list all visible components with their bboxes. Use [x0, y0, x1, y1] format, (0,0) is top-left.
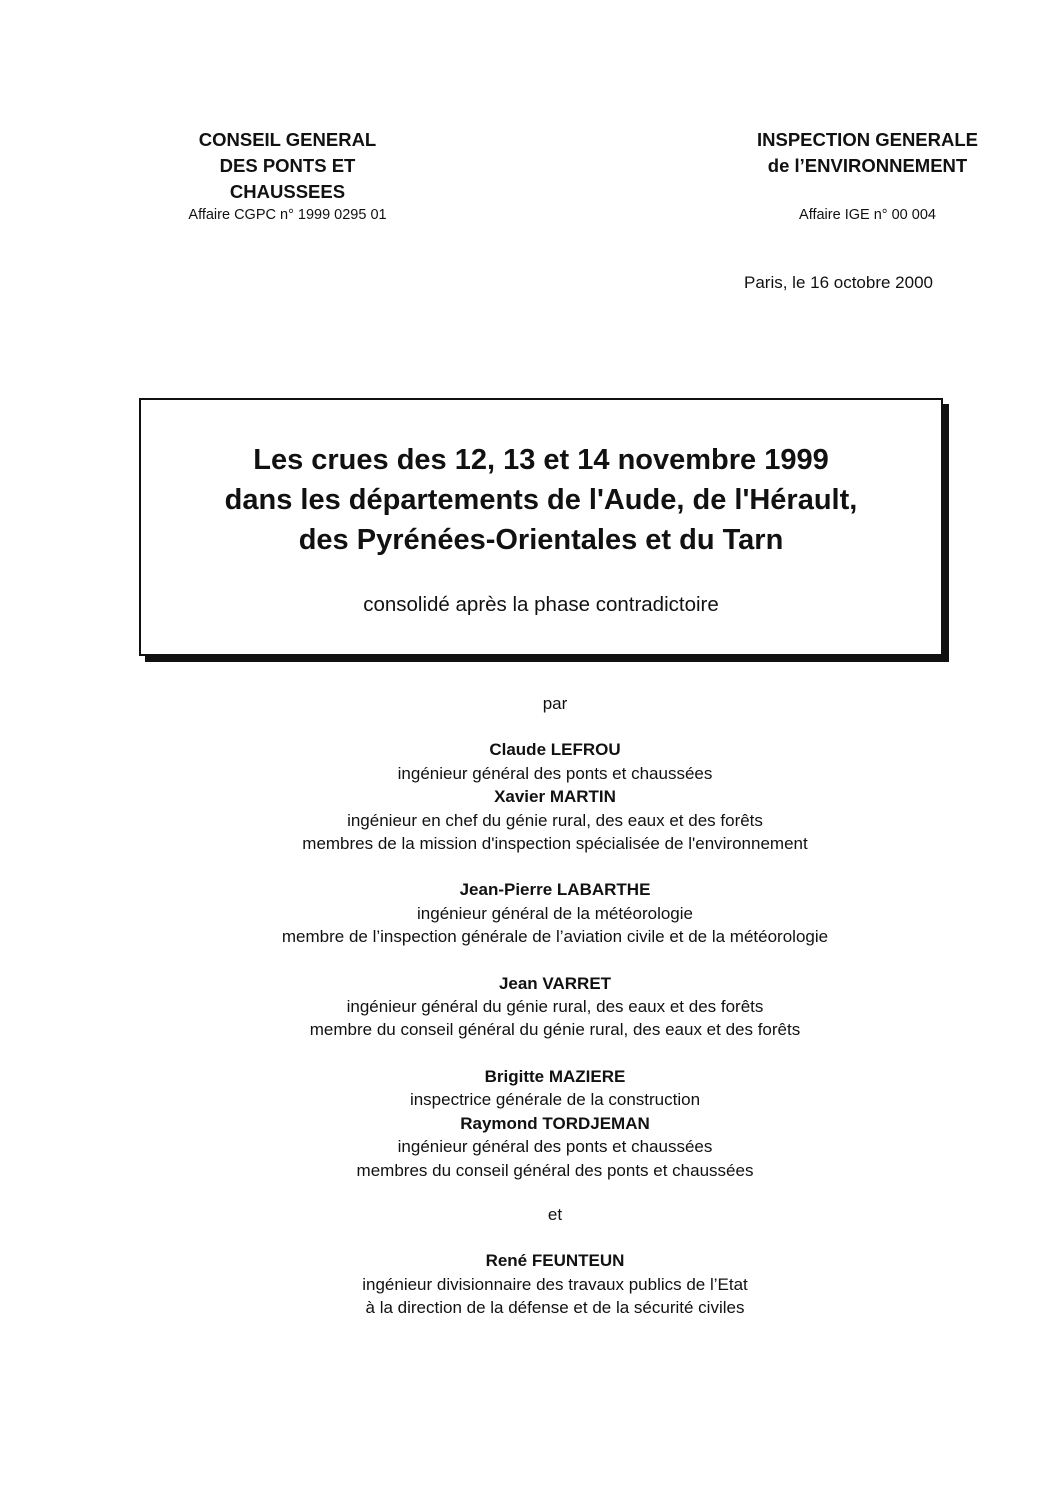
header-right — [730, 127, 1005, 225]
author-title: ingénieur général de la météorologie — [417, 903, 693, 923]
header-left — [150, 127, 425, 225]
date-line: Paris, le 16 octobre 2000 — [743, 273, 933, 292]
author-name: Jean VARRET — [498, 973, 612, 993]
author-title: ingénieur général des ponts et chaussées — [397, 763, 713, 783]
author-name: Brigitte MAZIERE — [484, 1066, 626, 1086]
author-name: Jean-Pierre LABARTHE — [459, 880, 651, 900]
group-membership: membres du conseil général des ponts et chaussées — [356, 1160, 754, 1180]
authors-list — [130, 692, 980, 1320]
author-name: Claude LEFROU — [489, 740, 621, 760]
author-title: inspectrice générale de la construction — [409, 1090, 701, 1110]
case-reference: Affaire CGPC n° 1999 0295 01 — [188, 207, 387, 223]
author-title: ingénieur en chef du génie rural, des eaux et des forêts — [347, 810, 763, 830]
author-name: Xavier MARTIN — [494, 787, 616, 807]
org-name-line: CONSEIL GENERAL — [198, 129, 377, 150]
case-reference: Affaire IGE n° 00 004 — [799, 207, 936, 223]
group-membership: membres de la mission d'inspection spécialisée de l'environnement — [302, 834, 808, 854]
by-label: par — [542, 694, 568, 713]
title-line: Les crues des 12, 13 et 14 novembre 1999 — [253, 444, 829, 476]
org-name-line: DES PONTS ET — [219, 155, 356, 176]
author-name: Raymond TORDJEMAN — [460, 1113, 650, 1133]
author-title: à la direction de la défense et de la sécurité civiles — [365, 1298, 745, 1318]
author-title: ingénieur général du génie rural, des eaux et des forêts — [346, 997, 764, 1017]
report-title — [141, 440, 941, 560]
org-name-line: de l’ENVIRONNEMENT — [767, 155, 968, 176]
author-name: René FEUNTEUN — [485, 1251, 625, 1271]
org-name-line: INSPECTION GENERALE — [757, 129, 978, 150]
title-line: dans les départements de l'Aude, de l'Hérault, — [224, 484, 858, 516]
group-membership: membre du conseil général du génie rural, des eaux et des forêts — [309, 1020, 801, 1040]
and-label: et — [547, 1204, 563, 1224]
title-line: des Pyrénées-Orientales et du Tarn — [298, 524, 784, 556]
org-name-line: CHAUSSEES — [229, 181, 346, 202]
title-box — [139, 398, 943, 656]
group-membership: membre de l’inspection générale de l’aviation civile et de la météorologie — [281, 927, 829, 947]
author-title: ingénieur divisionnaire des travaux publics de l’Etat — [362, 1274, 748, 1294]
author-title: ingénieur général des ponts et chaussées — [397, 1137, 713, 1157]
report-subtitle: consolidé après la phase contradictoire — [363, 593, 719, 616]
